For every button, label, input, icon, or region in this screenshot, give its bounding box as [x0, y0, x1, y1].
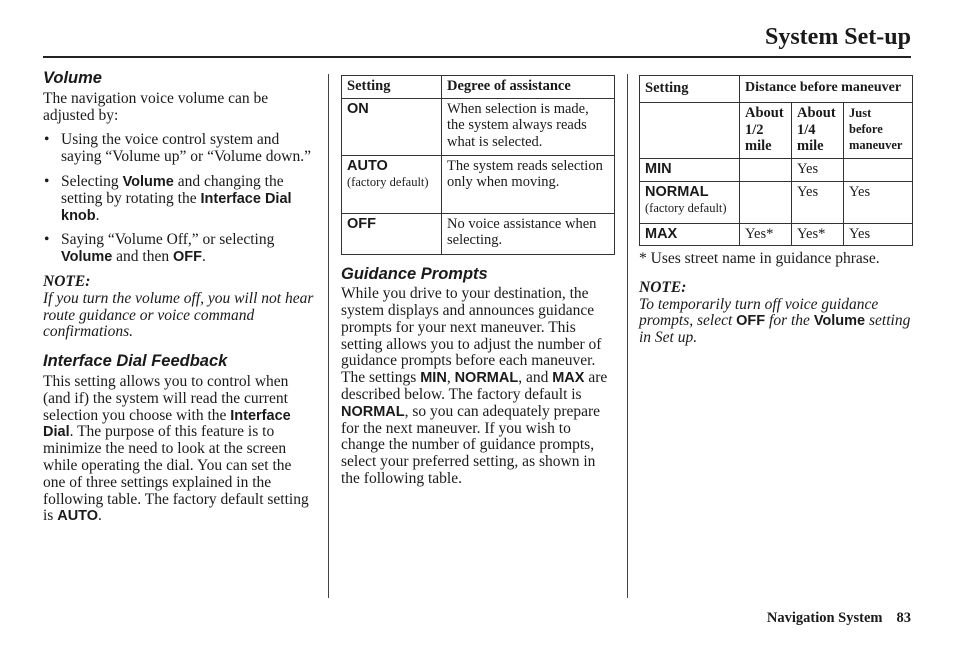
- bullet-text: .: [95, 206, 100, 224]
- empty-cell: [640, 103, 740, 159]
- note-text-part: setting in Set up.: [639, 312, 911, 347]
- bold-term: NORMAL: [454, 370, 519, 387]
- note-text-part: for the: [765, 312, 814, 330]
- table-header-row: [640, 76, 913, 103]
- note-text-part: To temporarily turn off voice guidance prompts, select: [639, 295, 879, 330]
- paragraph-text: This setting allows you to control when (and if) the system will read the current selection you choose with the: [43, 372, 289, 424]
- setting-cell: [342, 213, 442, 254]
- value-cell: Yes*: [792, 223, 844, 246]
- table-header: Setting: [640, 76, 740, 103]
- feedback-paragraph: [43, 374, 315, 525]
- paragraph-text: .: [98, 507, 102, 525]
- paragraph-text: While you drive to your destination, the system displays and announces guidance prompts for your next maneuver. This setting allows you to adjust the number of guidance prompts before each maneuver. The settings: [341, 285, 602, 387]
- bold-term: Interface Dial knob: [61, 190, 292, 224]
- value-cell: [740, 159, 792, 182]
- table-header: Degree of assistance: [442, 76, 615, 99]
- paragraph-text: , and: [518, 369, 553, 387]
- page-footer: [767, 610, 911, 627]
- table-row: [640, 159, 913, 182]
- value-cell: Yes: [844, 181, 913, 223]
- bullet-text: .: [202, 248, 206, 266]
- volume-intro: The navigation voice volume can be adjusted by:: [43, 89, 269, 124]
- bold-term: OFF: [173, 249, 202, 266]
- factory-default-note: (factory default): [347, 175, 429, 189]
- table-row: [342, 213, 615, 254]
- left-column: [43, 66, 315, 525]
- guidance-heading: Guidance Prompts: [341, 264, 488, 283]
- setting-name: ON: [347, 100, 369, 117]
- setting-name: NORMAL: [645, 183, 709, 200]
- bold-term: Volume: [813, 313, 866, 330]
- value-cell: [740, 181, 792, 223]
- list-item: [43, 232, 315, 266]
- value-cell: Yes: [792, 159, 844, 182]
- bold-term: Interface Dial: [43, 407, 291, 441]
- bold-term: Volume: [61, 249, 113, 266]
- list-item: [43, 132, 315, 166]
- note-label: NOTE:: [639, 278, 687, 296]
- bullet-text: Using the voice control system and saying “Volume up” or “Volume down.”: [61, 131, 311, 166]
- table-header-row: [342, 76, 615, 99]
- setting-name: OFF: [347, 215, 376, 232]
- note-text: If you turn the volume off, you will not hear route guidance or voice command confirmations.: [43, 289, 314, 341]
- volume-method-list: [43, 132, 315, 266]
- setting-cell: [342, 98, 442, 155]
- setting-cell: [640, 159, 740, 182]
- description-cell: When selection is made, the system always reads what is selected.: [442, 98, 615, 155]
- table-row: [342, 155, 615, 213]
- table-row: [640, 181, 913, 223]
- table-row: [640, 223, 913, 246]
- table-subheader-row: [640, 103, 913, 159]
- paragraph-text: . The purpose of this feature is to minimize the need to look at the screen while operating the dial. You can set the one of three settings explained in the following table. The factory default setting is: [43, 423, 309, 525]
- bullet-text: and changing the setting by rotating the: [61, 172, 284, 207]
- table-header: Distance before maneuver: [740, 76, 913, 103]
- right-column: [639, 75, 914, 347]
- description-cell: The system reads selection only when moving.: [442, 155, 615, 213]
- bold-term: MIN: [420, 370, 447, 387]
- footer-section: Navigation System: [766, 610, 883, 626]
- guidance-table: [639, 75, 913, 246]
- column-divider-1: [328, 74, 329, 598]
- volume-heading: Volume: [43, 69, 102, 87]
- bullet-text: Selecting: [61, 172, 123, 190]
- setting-cell: [640, 181, 740, 223]
- feedback-heading: Interface Dial Feedback: [43, 352, 228, 371]
- bold-term: OFF: [736, 313, 766, 330]
- value-cell: Yes: [844, 223, 913, 246]
- setting-name: MIN: [645, 161, 672, 177]
- bullet-text: Saying “Volume Off,” or selecting: [61, 231, 275, 249]
- assistance-table: [341, 75, 615, 255]
- table-row: [342, 98, 615, 155]
- value-cell: Yes: [792, 181, 844, 223]
- page-title: System Set-up: [764, 24, 911, 50]
- note-label: NOTE:: [43, 272, 91, 290]
- bold-term: MAX: [552, 370, 585, 387]
- list-item: [43, 174, 315, 224]
- bold-term: AUTO: [57, 508, 99, 525]
- footnote: * Uses street name in guidance phrase.: [639, 250, 880, 267]
- table-subheader: About 1/2 mile: [740, 103, 792, 159]
- value-cell: Yes*: [740, 223, 792, 246]
- bullet-text: and then: [112, 248, 173, 266]
- bold-term: NORMAL: [341, 403, 405, 420]
- setting-cell: [342, 155, 442, 213]
- middle-column: [341, 75, 616, 488]
- paragraph-text: are described below. The factory default is: [341, 369, 608, 404]
- value-cell: [844, 159, 913, 182]
- table-subheader: About 1/4 mile: [792, 103, 844, 159]
- note-text: [639, 297, 914, 347]
- bold-term: Volume: [122, 173, 174, 190]
- setting-cell: [640, 223, 740, 246]
- paragraph-text: , so you can adequately prepare for the next maneuver. If you wish to change the number of guidance prompts, select your preferred setting, as shown in the following table.: [341, 402, 601, 488]
- column-divider-2: [627, 74, 628, 598]
- page-number: 83: [896, 610, 911, 626]
- table-header: Setting: [342, 76, 442, 99]
- table-subheader: Just before maneuver: [844, 103, 913, 159]
- setting-name: AUTO: [347, 157, 388, 174]
- title-rule: [43, 56, 911, 58]
- guidance-paragraph: [341, 286, 616, 488]
- setting-name: MAX: [645, 225, 678, 242]
- description-cell: No voice assistance when selecting.: [442, 213, 615, 254]
- factory-default-note: (factory default): [645, 201, 727, 215]
- paragraph-text: ,: [446, 369, 455, 387]
